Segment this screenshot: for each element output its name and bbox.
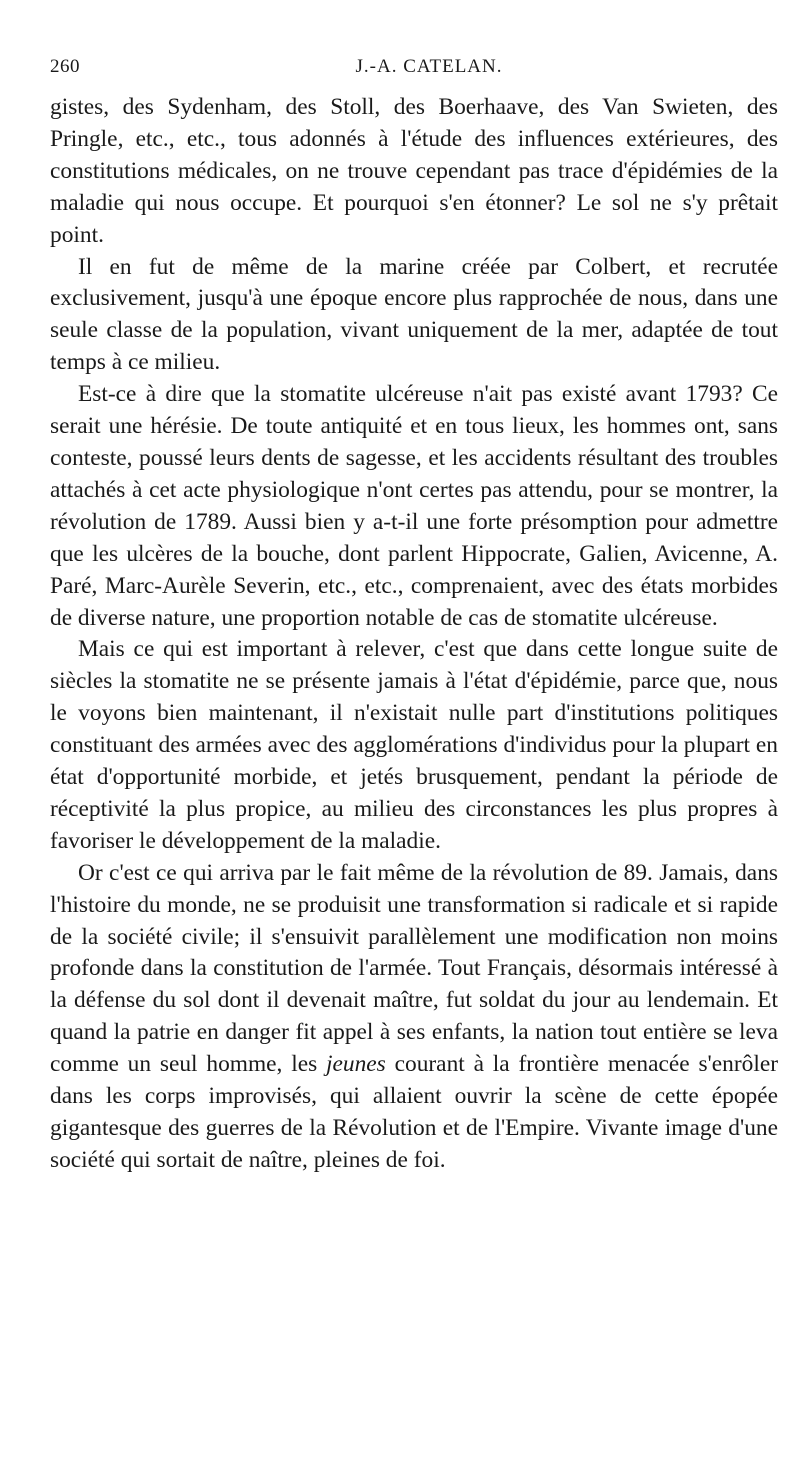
paragraph-2: Il en fut de même de la marine créée par Colbert, et recrutée exclusivement, jusqu'à une époque encore plus rapprochée de nous, dans une seule classe de la population, vivant uniquement de la mer, adaptée de tout temps à ce milieu. — [50, 253, 778, 376]
paragraph-4: Mais ce qui est important à relever, c'est que dans cette longue suite de siècles la stomatite ne se présente jamais à l'état d'épidémie, parce que, nous le voyons bien maintenant, il n'existait nulle part d'institutions politiques constituant des armées avec des agglomérations d'individus pour la plupart en état d'opportunité morbide, et jetés brusquement, pendant la période de réceptivité la plus propice, au milieu des circonstances les plus propres à favoriser le développement de la maladie. — [50, 636, 778, 854]
paragraph-5-text-start: Or c'est ce qui arriva par le fait même de la révolution de 89. Jamais, dans l'histoire du monde, ne se produisit une transformation si radicale et si rapide de la société civile; il s'ensuivit parallèlement une modification non moins profonde dans la constitution de l'armée. Tout Français, désormais intéressé à la défense du sol dont il devenait maître, fut soldat du jour au lendemain. Et quand la patrie en danger fit appel à ses enfants, la nation tout entière se leva comme un seul homme, les — [50, 859, 778, 1078]
paragraph-5-italic-word: jeunes — [326, 1051, 386, 1078]
paragraph-5 — [50, 858, 778, 1177]
running-header — [50, 56, 778, 86]
page-number: 260 — [50, 56, 80, 77]
paragraph-1: gistes, des Sydenham, des Stoll, des Boerhaave, des Van Swieten, des Pringle, etc., etc., tous adonnés à l'étude des influences extérieures, des constitutions médicales, on ne trouve cependant pas trace d'épidémies de la maladie qui nous occupe. Et pourquoi s'en étonner? Le sol ne s'y prêtait point. — [50, 94, 778, 248]
body-text — [50, 92, 778, 1177]
paragraph-3: Est-ce à dire que la stomatite ulcéreuse n'ait pas existé avant 1793? Ce serait une hérésie. De toute antiquité et en tous lieux, les hommes ont, sans conteste, poussé leurs dents de sagesse, et les accidents résultant des troubles attachés à cet acte physiologique n'ont certes pas attendu, pour se montrer, la révolution de 1789. Aussi bien y a-t-il une forte présomption pour admettre que les ulcères de la bouche, dont parlent Hippocrate, Galien, Avicenne, A. Paré, Marc-Aurèle Severin, etc., etc., comprenaient, avec des états morbides de diverse nature, une proportion notable de cas de stomatite ulcéreuse. — [50, 381, 778, 631]
paragraph-5-text-end: courant à la frontière menacée s'enrôler dans les corps improvisés, qui allaient ouvrir la scène de cette épopée gigantesque des guerres de la Révolution et de l'Empire. Vivante image d'une société qui sortait de naître, pleines de foi. — [50, 1051, 778, 1173]
header-author: J.-A. CATELAN. — [355, 56, 503, 77]
